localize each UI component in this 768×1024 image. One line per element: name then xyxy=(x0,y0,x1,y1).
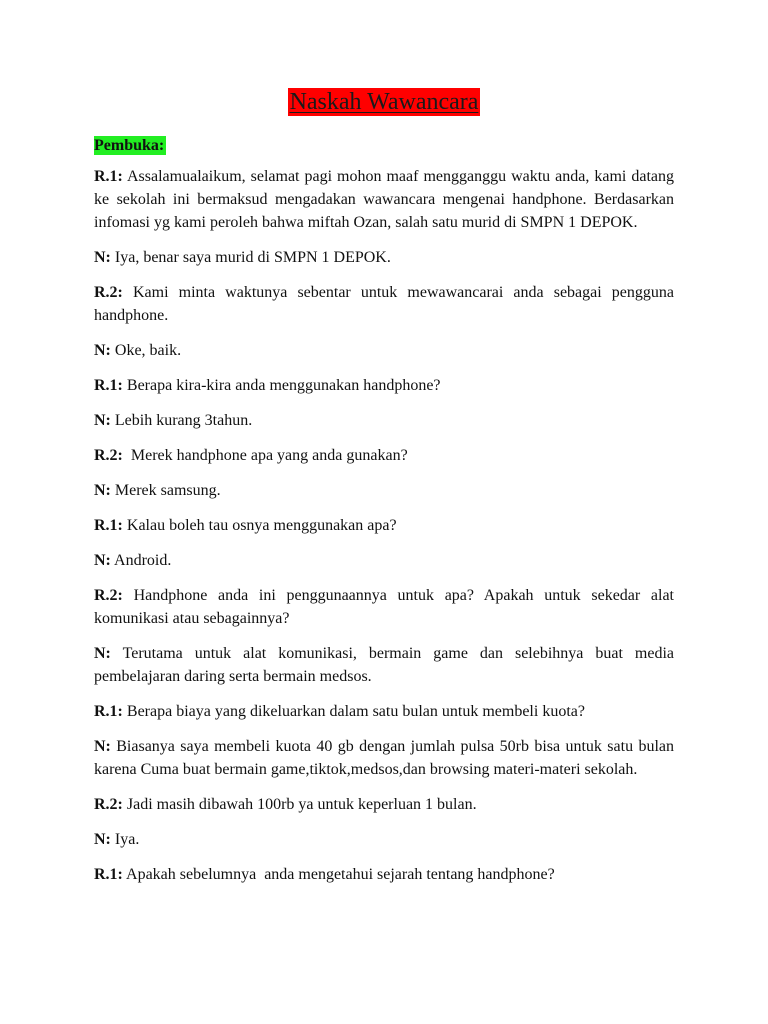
title-container xyxy=(94,88,674,119)
transcript-turn xyxy=(94,246,674,269)
transcript-turn xyxy=(94,584,678,630)
utterance-text: Iya. xyxy=(110,831,140,848)
section-container xyxy=(94,136,674,165)
speaker-label: R.2: xyxy=(94,796,123,813)
transcript-turn xyxy=(94,642,678,688)
transcript-turn xyxy=(94,165,678,234)
speaker-label: R.2: xyxy=(94,447,123,464)
utterance-text: Biasanya saya membeli kuota 40 gb dengan jumlah pulsa 50rb bisa untuk satu bulan karena Cuma buat bermain game,tiktok,medsos,dan browsing materi-materi sekolah. xyxy=(94,738,678,778)
speaker-label: R.1: xyxy=(94,377,123,394)
speaker-label: R.2: xyxy=(94,587,123,604)
utterance-text: Android. xyxy=(110,552,172,569)
utterance-text: Jadi masih dibawah 100rb ya untuk keperluan 1 bulan. xyxy=(122,796,477,813)
speaker-label: N: xyxy=(94,412,111,429)
speaker-label: N: xyxy=(94,645,111,662)
speaker-label: N: xyxy=(94,249,111,266)
utterance-text: Kalau boleh tau osnya menggunakan apa? xyxy=(122,517,397,534)
transcript-turn xyxy=(94,339,674,362)
transcript-turn xyxy=(94,793,674,816)
transcript-turn xyxy=(94,281,678,327)
utterance-text: Kami minta waktunya sebentar untuk mewawancarai anda sebagai pengguna handphone. xyxy=(94,284,678,324)
utterance-text: Iya, benar saya murid di SMPN 1 DEPOK. xyxy=(110,249,391,266)
section-label-pembuka: Pembuka: xyxy=(94,137,165,154)
transcript-turn xyxy=(94,374,674,397)
speaker-label: N: xyxy=(94,342,111,359)
utterance-text: Merek handphone apa yang anda gunakan? xyxy=(122,447,408,464)
transcript-turn xyxy=(94,735,678,781)
speaker-label: N: xyxy=(94,831,111,848)
speaker-label: R.2: xyxy=(94,284,123,301)
transcript-turn xyxy=(94,700,674,723)
utterance-text: Lebih kurang 3tahun. xyxy=(110,412,253,429)
speaker-label: R.1: xyxy=(94,517,123,534)
speaker-label: N: xyxy=(94,738,111,755)
utterance-text: Merek samsung. xyxy=(110,482,221,499)
speaker-label: R.1: xyxy=(94,866,123,883)
speaker-label: N: xyxy=(94,482,111,499)
speaker-label: N: xyxy=(94,552,111,569)
transcript-turn xyxy=(94,514,674,537)
utterance-text: Assalamualaikum, selamat pagi mohon maaf mengganggu waktu anda, kami datang ke sekolah ini bermaksud mengadakan wawancara mengenai handphone. Berdasarkan infomasi yg kami peroleh bahwa miftah Ozan, salah satu murid di SMPN 1 DEPOK. xyxy=(94,168,678,231)
document-title: Naskah Wawancara xyxy=(289,89,479,115)
speaker-label: R.1: xyxy=(94,168,123,185)
transcript-turn xyxy=(94,479,674,502)
transcript-turn xyxy=(94,444,674,467)
transcript-turn xyxy=(94,409,674,432)
transcript-turn xyxy=(94,828,674,851)
utterance-text: Oke, baik. xyxy=(110,342,182,359)
speaker-label: R.1: xyxy=(94,703,123,720)
interview-transcript xyxy=(94,165,678,886)
transcript-turn xyxy=(94,863,674,886)
utterance-text: Handphone anda ini penggunaannya untuk apa? Apakah untuk sekedar alat komunikasi atau sebagainnya? xyxy=(94,587,678,627)
transcript-turn xyxy=(94,549,674,572)
utterance-text: Terutama untuk alat komunikasi, bermain game dan selebihnya buat media pembelajaran daring serta bermain medsos. xyxy=(94,645,678,685)
utterance-text: Berapa biaya yang dikeluarkan dalam satu bulan untuk membeli kuota? xyxy=(122,703,585,720)
document-page xyxy=(94,88,678,898)
utterance-text: Berapa kira-kira anda menggunakan handphone? xyxy=(122,377,441,394)
utterance-text: Apakah sebelumnya anda mengetahui sejarah tentang handphone? xyxy=(122,866,555,883)
